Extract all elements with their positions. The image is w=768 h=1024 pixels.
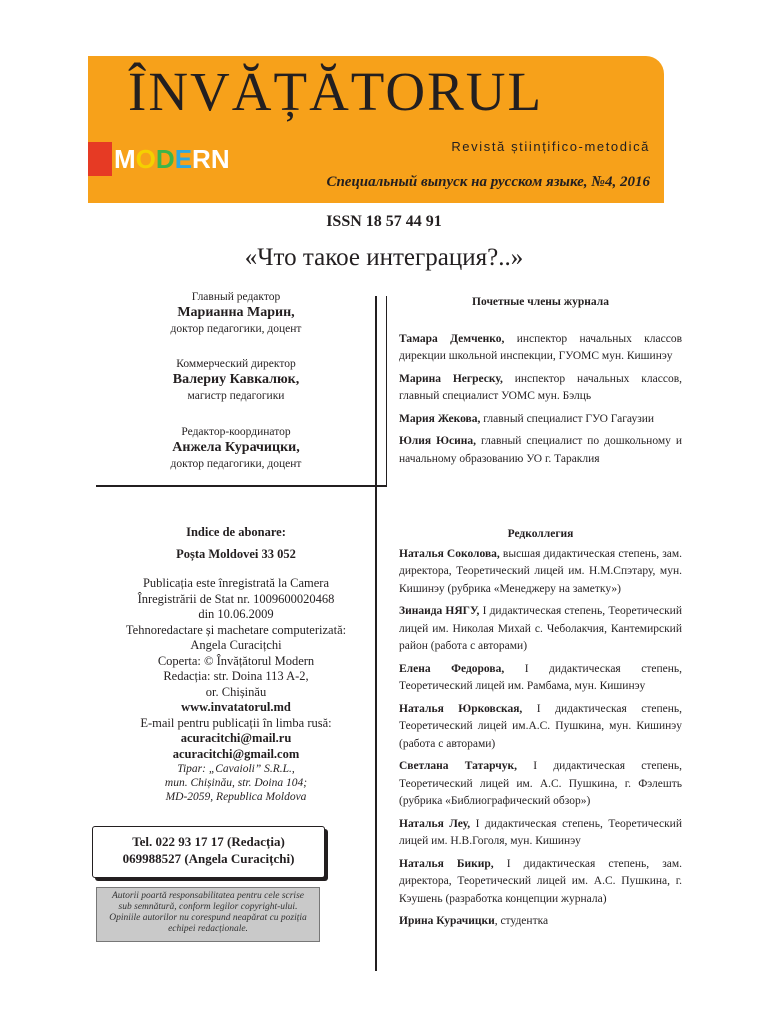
- modern-letter: N: [210, 144, 230, 174]
- member-description: I дидактическая степень, Теоретический лицей им.А.С. Пушкина, мун. Кишинэу (работа с авторами): [399, 702, 682, 750]
- member-entry: [399, 433, 682, 468]
- typesetter: Angela Curacițchi: [190, 638, 282, 652]
- member-description: главный специалист по дошкольному и начальному образованию УО г. Тараклия: [399, 435, 682, 465]
- member-description: главный специалист ГУО Гагаузии: [480, 412, 655, 425]
- member-description: инспектор начальных классов дирекции школьной инспекции, ГУОМС мун. Кишинэу: [399, 332, 682, 362]
- member-entry: [399, 603, 682, 656]
- printer-line: mun. Chișinău, str. Doina 104;: [164, 777, 308, 789]
- member-entry: [399, 758, 682, 811]
- staff-title: доктор педагогики, доцент: [170, 323, 302, 335]
- member-name: Зинаида НЯГУ,: [399, 605, 480, 617]
- member-name: Наталья Юрковская,: [399, 702, 523, 715]
- member-name: Марина Негреску,: [399, 372, 503, 385]
- disclaimer-line: Opiniile autorilor nu corespund neapărat cu poziția: [109, 913, 307, 923]
- honorary-heading: Почетные члены журнала: [472, 296, 609, 308]
- modern-logo: [88, 142, 236, 176]
- staff-divider-tail: [375, 485, 387, 487]
- phone-line: 069988527 (Angela Curacițchi): [122, 851, 295, 866]
- staff-entry: [96, 290, 376, 336]
- printer-line: MD-2059, Republica Moldova: [165, 791, 307, 803]
- staff-role: Главный редактор: [191, 291, 281, 303]
- member-entry: [399, 546, 682, 599]
- registration-line: din 10.06.2009: [198, 607, 274, 621]
- member-name: Юлия Юсина,: [399, 435, 476, 447]
- issue-line: Специальный выпуск на русском языке, №4, 2016: [326, 174, 650, 190]
- member-description: инспектор начальных классов, главный специалист УОМС мун. Бэлць: [399, 372, 682, 402]
- member-description: , студентка: [494, 915, 549, 927]
- member-entry: [399, 661, 682, 696]
- member-entry: [399, 701, 682, 754]
- member-entry: [399, 371, 682, 406]
- member-name: Наталья Леу,: [399, 817, 471, 830]
- disclaimer-line: echipei redacționale.: [168, 924, 248, 934]
- member-name: Елена Федорова,: [399, 662, 505, 675]
- modern-letter: E: [174, 144, 193, 174]
- member-description: I дидактическая степень, Теоретический лицей им. Н.В.Гоголя, мун. Кишинэу: [399, 817, 682, 847]
- staff-role: Редактор-координатор: [181, 426, 291, 438]
- issue-headline: «Что такое интеграция?..»: [244, 244, 524, 271]
- disclaimer-box: [96, 887, 320, 942]
- staff-entry: [96, 357, 376, 403]
- website-link[interactable]: www.invatatorul.md: [181, 700, 291, 714]
- member-entry: [399, 816, 682, 851]
- member-description: I дидактическая степень, Теоретический лицей им. Рамбама, мун. Кишинэу: [399, 662, 682, 692]
- cover-credit: Coperta: © Învățătorul Modern: [157, 653, 315, 668]
- member-name: Наталья Бикир,: [399, 857, 494, 870]
- typesetting-label: Tehnoredactare și machetare computerizată:: [125, 622, 347, 637]
- office-address: Redacția: str. Doina 113 A-2,: [163, 669, 309, 683]
- member-name: Наталья Соколова,: [399, 547, 500, 560]
- disclaimer-line: Autorii poartă responsabilitatea pentru cele scrise: [111, 891, 304, 901]
- member-name: Светлана Татарчук,: [399, 760, 518, 772]
- staff-title: доктор педагогики, доцент: [170, 458, 302, 470]
- staff-divider: [96, 485, 377, 487]
- member-entry: [399, 331, 682, 366]
- board-list: [399, 546, 682, 931]
- member-description: высшая дидактическая степень, зам. директора, Теоретический лицей им. Н.М.Спэтару, мун. Кишинэу (рубрика «Менеджеру на заметку»): [399, 547, 682, 595]
- journal-title: ÎNVĂȚĂTORUL: [128, 61, 544, 122]
- office-city: or. Chișinău: [205, 684, 267, 699]
- board-heading: Редколлегия: [507, 528, 574, 540]
- index-value: Poșta Moldovei 33 052: [176, 546, 296, 561]
- honorary-list: [399, 331, 682, 469]
- box-divider: [386, 296, 387, 486]
- member-entry: [399, 913, 682, 931]
- member-description: I дидактическая степень, зам. директора, Теоретический лицей им. А.С. Пушкина, г. Кэушень (разработка концепции журнала): [399, 857, 682, 905]
- staff-name: Марианна Марин,: [177, 305, 295, 320]
- modern-letter: M: [114, 144, 136, 174]
- member-entry: [399, 411, 682, 429]
- member-description: I дидактическая степень, Теоретический лицей им. А.С. Пушкина, г. Фэлешть (рубрика «Библиографический обзор»): [399, 760, 682, 807]
- phone-line: Tel. 022 93 17 17 (Redacția): [132, 834, 285, 849]
- email-label: E-mail pentru publicații în limba rusă:: [140, 715, 332, 730]
- modern-letter: O: [135, 144, 156, 174]
- modern-letter: D: [155, 144, 175, 174]
- member-description: I дидактическая степень, Теоретический лицей им. Николая Михай с. Чеболакчия, Кантемирский район (работа с авторами): [399, 605, 682, 652]
- disclaimer-line: sub semnătură, conform legilor copyright-ului.: [118, 902, 298, 912]
- registration-line: Înregistrării de Stat nr. 1009600020468: [137, 591, 335, 606]
- member-name: Мария Жекова,: [399, 412, 481, 425]
- staff-name: Валериу Кавкалюк,: [172, 372, 300, 387]
- staff-title: магистр педагогики: [187, 390, 285, 402]
- masthead: [88, 56, 664, 203]
- journal-subtitle: Revistă științifico-metodică: [451, 139, 650, 154]
- index-label: Indice de abonare:: [186, 525, 286, 539]
- modern-word: [112, 142, 236, 176]
- staff-name: Анжела Курачицки,: [172, 440, 300, 455]
- member-name: Тамара Демченко,: [399, 332, 505, 345]
- email-link[interactable]: acuracitchi@mail.ru: [180, 731, 292, 745]
- honorary-section: [399, 294, 682, 468]
- modern-letter: R: [192, 144, 211, 174]
- issn: ISSN 18 57 44 91: [326, 213, 442, 230]
- member-entry: [399, 856, 682, 909]
- contact-box: [92, 826, 325, 878]
- registration-line: Publicația este înregistrată la Camera: [142, 576, 330, 590]
- subscription-block: [96, 525, 376, 804]
- printer-line: Tipar: „Cavaioli” S.R.L.,: [177, 763, 295, 775]
- board-section: [399, 526, 682, 931]
- staff-role: Коммерческий директор: [176, 358, 296, 370]
- modern-color-band: [88, 142, 112, 176]
- email-link[interactable]: acuracitchi@gmail.com: [172, 746, 300, 761]
- staff-entry: [96, 425, 376, 471]
- member-name: Ирина Курачицки: [399, 915, 495, 927]
